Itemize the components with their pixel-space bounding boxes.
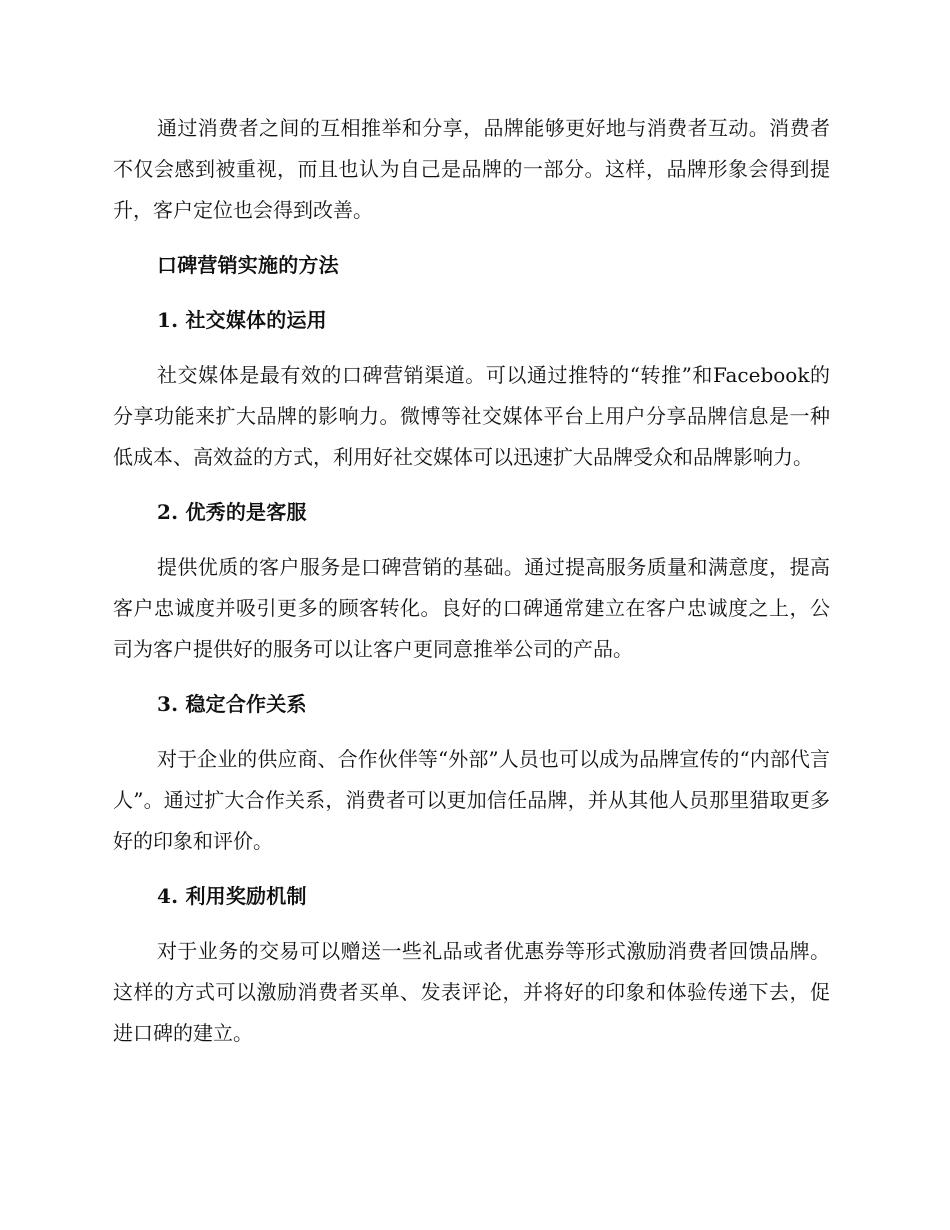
section-heading: 口碑营销实施的方法 <box>157 253 339 277</box>
subheading-3: 3. 稳定合作关系 <box>157 692 307 716</box>
paragraph-4: 对于企业的供应商、合作伙伴等“外部”人员也可以成为品牌宣传的“内部代言人”。通过扩大合作关系，消费者可以更加信任品牌，并从其他人员那里猎取更多好的印象和评价。 <box>113 747 830 853</box>
paragraph-2: 社交媒体是最有效的口碑营销渠道。可以通过推特的“转推”和Facebook的分享功能来扩大品牌的影响力。微博等社交媒体平台上用户分享品牌信息是一种低成本、高效益的方式，利用好社交媒体可以迅速扩大品牌受众和品牌影响力。 <box>113 363 830 469</box>
paragraph-5: 对于业务的交易可以赠送一些礼品或者优惠券等形式激励消费者回馈品牌。这样的方式可以激励消费者买单、发表评论，并将好的印象和体验传递下去，促进口碑的建立。 <box>113 939 830 1045</box>
document-content <box>113 108 830 1068</box>
subheading-1: 1. 社交媒体的运用 <box>157 308 327 332</box>
subheading-4: 4. 利用奖励机制 <box>157 884 307 908</box>
paragraph-1: 通过消费者之间的互相推举和分享，品牌能够更好地与消费者互动。消费者不仅会感到被重视，而且也认为自己是品牌的一部分。这样，品牌形象会得到提升，客户定位也会得到改善。 <box>113 116 830 222</box>
subheading-2: 2. 优秀的是客服 <box>157 500 307 524</box>
paragraph-3: 提供优质的客户服务是口碑营销的基础。通过提高服务质量和满意度，提高客户忠诚度并吸引更多的顾客转化。良好的口碑通常建立在客户忠诚度之上，公司为客户提供好的服务可以让客户更同意推举公司的产品。 <box>113 555 830 661</box>
